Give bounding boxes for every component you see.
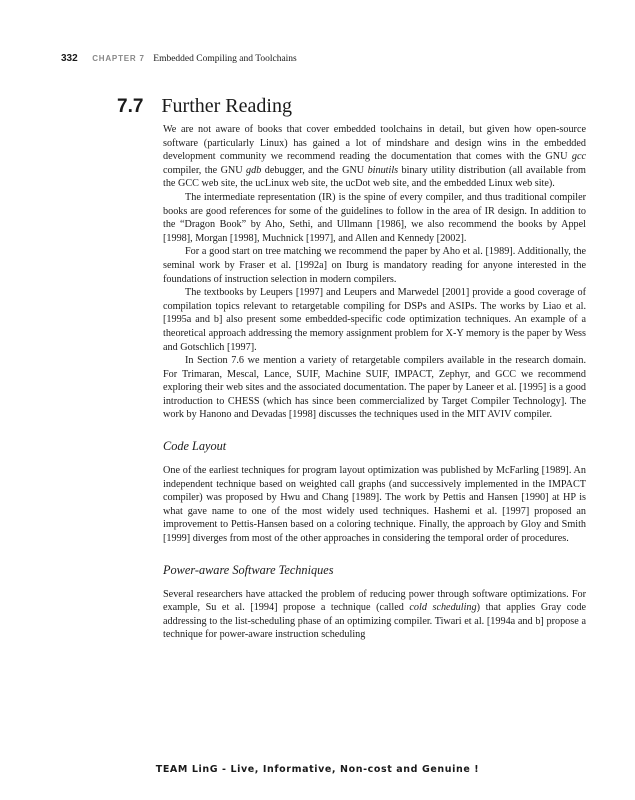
p1-gcc-term: gcc xyxy=(571,151,586,163)
code-layout-paragraph: One of the earliest techniques for program layout optimization was published by McFarling [1989]. An independent technique based on weighted call graphs (and successively implemented in the IMPACT compiler) was proposed by Hwu and Chang [1989]. The work by Pettis and Hansen [1990] at HP is what gave name to one of the most widely used techniques. Hashemi et al. [1997] proposed an improvement to Pettis-Hansen based on a coloring technique. Finally, the approach by Gloy and Smith [1999] diverges from most of the other approaches in considering the temporal order of procedures. xyxy=(163,465,586,545)
section-heading xyxy=(117,95,292,118)
section-title: Further Reading xyxy=(161,95,292,117)
power-aware-heading: Power-aware Software Techniques xyxy=(163,562,334,577)
paragraph-1 xyxy=(163,123,586,191)
body-text xyxy=(163,123,586,642)
cold-scheduling-term: cold scheduling xyxy=(409,602,477,614)
paragraph-4: The textbooks by Leupers [1997] and Leupers and Marwedel [2001] provide a good coverage of compilation topics relevant to retargetable compiling for DSPs and ASIPs. The works by Liao et al. [1995a and b] also present some embedded-specific code optimization techniques. An example of a theoretical approach addressing the memory assignment problem for X-Y memory is the paper by Wess and Gotschlich [1997]. xyxy=(163,287,586,353)
section-number: 7.7 xyxy=(117,96,144,117)
chapter-title: Embedded Compiling and Toolchains xyxy=(153,54,297,64)
p1-binutils-term: binutils xyxy=(367,164,399,176)
p1-text-d: binary utility distribution (all available from the GCC web site, the ucLinux web site, the ucDot web site, and the embedded Linux web site). xyxy=(163,164,586,190)
paragraph-3: For a good start on tree matching we recommend the paper by Aho et al. [1989]. Additionally, the seminal work by Fraser et al. [1992a] on Iburg is mandatory reading for anyone interested in the foundations of instruction selection in modern compilers. xyxy=(163,246,586,285)
p1-gdb-term: gdb xyxy=(246,164,262,176)
paragraph-2: The intermediate representation (IR) is the spine of every compiler, and thus traditional compiler books are good references for some of the guidelines to follow in the area of IR design. In addition to the “Dragon Book” by Aho, Sethi, and Ullmann [1986], we also recommend the books by Appel [1998], Morgan [1998], Muchnick [1997], and Allen and Kennedy [2002]. xyxy=(163,191,586,244)
footer-watermark: TEAM LinG - Live, Informative, Non-cost and Genuine ! xyxy=(155,764,480,775)
paragraph-5: In Section 7.6 we mention a variety of retargetable compilers available in the research domain. For Trimaran, Mescal, Lance, SUIF, Machine SUIF, IMPACT, Zephyr, and GCC we recommend exploring their web sites and the associated documentation. The paper by Laneer et al. [1995] is a good introduction to CHESS (which has since been commercialized by Target Compiler Technology]. The work by Hanono and Devadas [1998] discusses the techniques used in the MIT AVIV compiler. xyxy=(163,355,586,421)
power-text-a: Several researchers have attacked the problem of reducing power through software optimizations. For example, Su et al. [1994] propose a technique (called xyxy=(163,588,586,614)
p1-text-c: debugger, and the GNU xyxy=(261,164,368,176)
power-aware-paragraph xyxy=(163,588,586,642)
power-text-b: ) that applies Gray code addressing to the list-scheduling phase of an optimizing compiler. Tiwari et al. [1994a and b] propose a technique for power-aware instruction scheduling xyxy=(163,602,586,641)
p1-text-a: We are not aware of books that cover embedded toolchains in detail, but given how open-source software (particularly Linux) has gained a lot of mindshare and design wins in the embedded development community we recommend reading the documentation that comes with the GNU xyxy=(163,124,586,163)
page-number: 332 xyxy=(61,53,78,64)
p1-text-b: compiler, the GNU xyxy=(163,164,247,176)
chapter-label: CHAPTER 7 xyxy=(92,54,145,63)
code-layout-heading: Code Layout xyxy=(163,439,227,454)
running-header xyxy=(61,53,297,64)
